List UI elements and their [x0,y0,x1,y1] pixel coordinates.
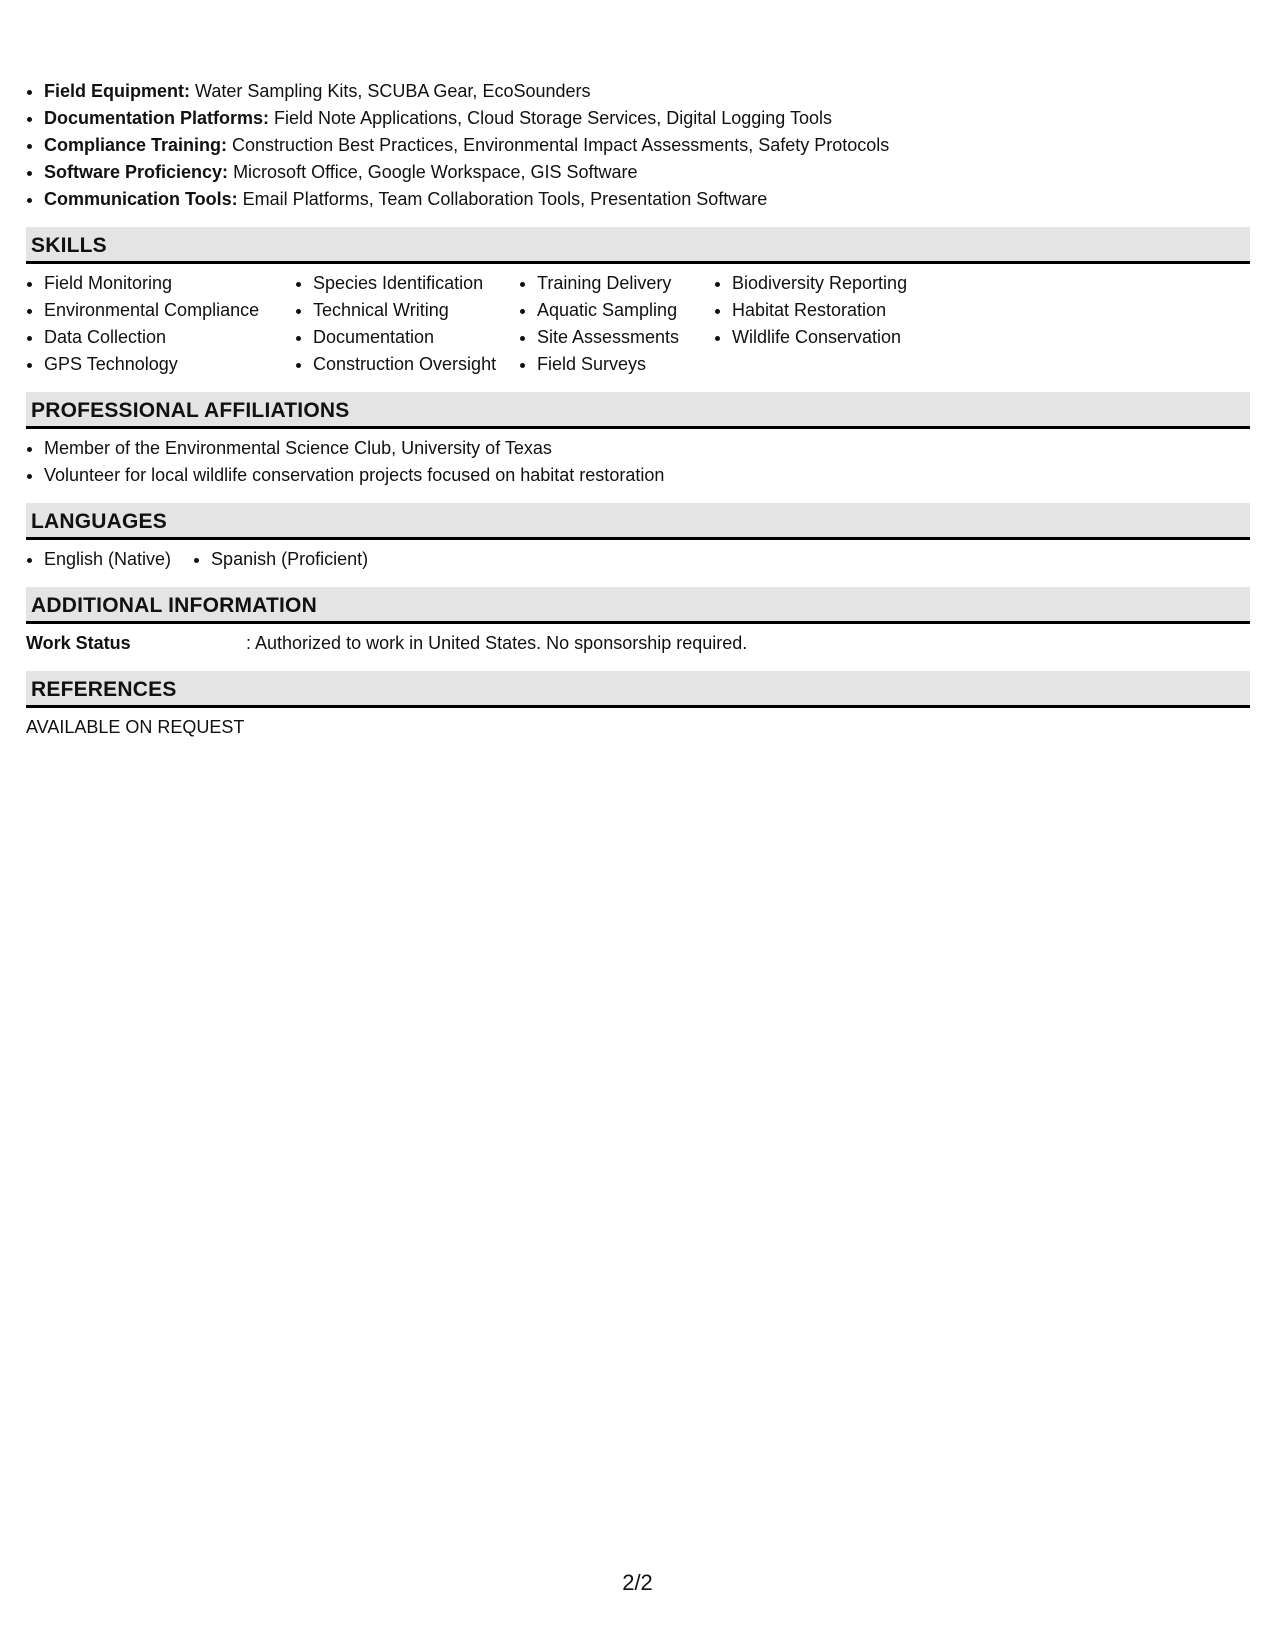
skills-column [295,270,505,378]
section-header-additional-information: ADDITIONAL INFORMATION [26,587,1250,624]
section-header-languages: LANGUAGES [26,503,1250,540]
skills-column [714,270,944,378]
work-status-value: : Authorized to work in United States. No sponsorship required. [246,633,748,653]
list-item: GPS Technology [26,351,281,378]
tool-label: Software Proficiency: [44,162,229,182]
list-item [26,105,1250,132]
list-item: Data Collection [26,324,281,351]
skills-grid [26,270,1250,378]
skills-column [26,270,281,378]
list-item: Biodiversity Reporting [714,270,944,297]
section-header-affiliations: PROFESSIONAL AFFILIATIONS [26,392,1250,429]
page-number: 2/2 [622,1570,653,1595]
work-status-row [26,630,1250,657]
list-item: Field Monitoring [26,270,281,297]
list-item: Spanish (Proficient) [193,546,368,573]
list-item: Aquatic Sampling [519,297,700,324]
list-item: Site Assessments [519,324,700,351]
tool-value: Microsoft Office, Google Workspace, GIS Software [228,162,638,182]
list-item: Documentation [295,324,505,351]
affiliations-list [26,435,1250,489]
list-item [26,78,1250,105]
tool-label: Field Equipment: [44,81,190,101]
list-item: English (Native) [26,546,171,573]
tool-value: Construction Best Practices, Environmental Impact Assessments, Safety Protocols [227,135,890,155]
list-item: Volunteer for local wildlife conservation projects focused on habitat restoration [26,462,1250,489]
list-item [26,132,1250,159]
list-item [26,186,1250,213]
list-item [26,159,1250,186]
list-item: Environmental Compliance [26,297,281,324]
list-item: Technical Writing [295,297,505,324]
languages-list [26,546,1250,573]
list-item: Field Surveys [519,351,700,378]
tool-value: Field Note Applications, Cloud Storage Services, Digital Logging Tools [269,108,833,128]
list-item: Habitat Restoration [714,297,944,324]
work-status-label: Work Status [26,633,131,653]
tool-value: Email Platforms, Team Collaboration Tools, Presentation Software [237,189,768,209]
list-item: Training Delivery [519,270,700,297]
tool-label: Communication Tools: [44,189,238,209]
references-text: AVAILABLE ON REQUEST [26,717,245,737]
skills-column [519,270,700,378]
section-header-skills: SKILLS [26,227,1250,264]
tool-label: Documentation Platforms: [44,108,270,128]
list-item: Wildlife Conservation [714,324,944,351]
tools-list [26,78,1250,213]
list-item: Species Identification [295,270,505,297]
list-item: Member of the Environmental Science Club, University of Texas [26,435,1250,462]
list-item: Construction Oversight [295,351,505,378]
tool-label: Compliance Training: [44,135,228,155]
section-header-references: REFERENCES [26,671,1250,708]
tool-value: Water Sampling Kits, SCUBA Gear, EcoSounders [190,81,591,101]
resume-page [26,78,1250,741]
